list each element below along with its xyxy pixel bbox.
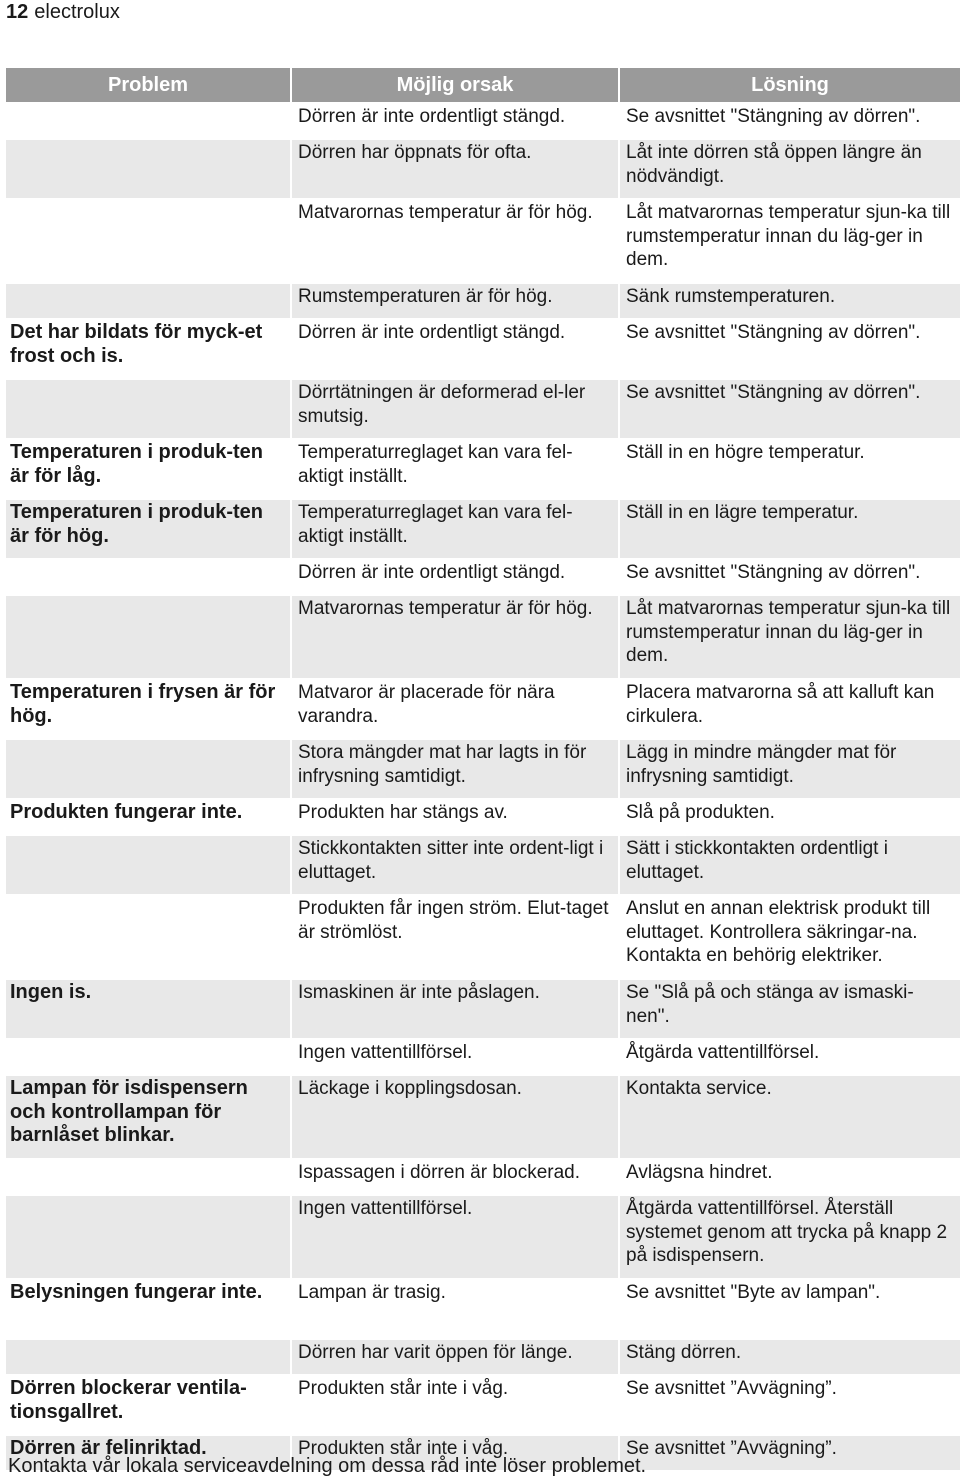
problem-cell bbox=[6, 740, 290, 800]
table-row bbox=[6, 800, 960, 836]
cause-cell: Dörrtätningen är deformerad el-ler smutsig. bbox=[292, 380, 618, 440]
problem-cell bbox=[6, 1340, 290, 1376]
table-row bbox=[6, 680, 960, 740]
solution-cell: Sätt i stickkontakten ordentligt i eluttaget. bbox=[620, 836, 960, 896]
cause-cell: Produkten står inte i våg. bbox=[292, 1436, 618, 1472]
problem-cell bbox=[6, 896, 290, 980]
solution-cell: Lägg in mindre mängder mat för infrysning samtidigt. bbox=[620, 740, 960, 800]
solution-cell: Låt inte dörren stå öppen längre än nödvändigt. bbox=[620, 140, 960, 200]
solution-cell: Låt matvarornas temperatur sjun-ka till rumstemperatur innan du läg-ger in dem. bbox=[620, 200, 960, 284]
table-row bbox=[6, 104, 960, 140]
solution-cell: Se "Slå på och stänga av ismaski-nen". bbox=[620, 980, 960, 1040]
problem-cell bbox=[6, 284, 290, 320]
problem-cell: Dörren är felinriktad. bbox=[6, 1436, 290, 1472]
cause-cell: Ismaskinen är inte påslagen. bbox=[292, 980, 618, 1040]
table-row bbox=[6, 200, 960, 284]
column-header-cause: Möjlig orsak bbox=[292, 68, 618, 104]
solution-cell: Avlägsna hindret. bbox=[620, 1160, 960, 1196]
table-row bbox=[6, 1196, 960, 1280]
solution-cell: Se avsnittet "Stängning av dörren". bbox=[620, 104, 960, 140]
table-row bbox=[6, 1160, 960, 1196]
cause-cell: Matvarornas temperatur är för hög. bbox=[292, 200, 618, 284]
problem-cell bbox=[6, 140, 290, 200]
table-row bbox=[6, 1376, 960, 1436]
cause-cell: Dörren är inte ordentligt stängd. bbox=[292, 560, 618, 596]
troubleshooting-table bbox=[4, 68, 960, 1472]
problem-cell bbox=[6, 104, 290, 140]
solution-cell: Placera matvarorna så att kalluft kan cirkulera. bbox=[620, 680, 960, 740]
table-row bbox=[6, 140, 960, 200]
solution-cell: Åtgärda vattentillförsel. Återställ systemet genom att trycka på knapp 2 på isdispensern. bbox=[620, 1196, 960, 1280]
table-row bbox=[6, 896, 960, 980]
problem-cell: Det har bildats för myck-et frost och is. bbox=[6, 320, 290, 380]
cause-cell: Rumstemperaturen är för hög. bbox=[292, 284, 618, 320]
problem-cell bbox=[6, 596, 290, 680]
page-number: 12 bbox=[6, 1, 29, 23]
problem-cell: Temperaturen i frysen är för hög. bbox=[6, 680, 290, 740]
column-header-solution: Lösning bbox=[620, 68, 960, 104]
table-row bbox=[6, 560, 960, 596]
solution-cell: Anslut en annan elektrisk produkt till eluttaget. Kontrollera säkringar-na. Kontakta en behörig elektriker. bbox=[620, 896, 960, 980]
table-row bbox=[6, 440, 960, 500]
cause-cell: Produkten får ingen ström. Elut-taget är strömlöst. bbox=[292, 896, 618, 980]
problem-cell: Temperaturen i produk-ten är för låg. bbox=[6, 440, 290, 500]
solution-cell: Se avsnittet ”Avvägning”. bbox=[620, 1436, 960, 1472]
table-row bbox=[6, 380, 960, 440]
problem-cell: Dörren blockerar ventila-tionsgallret. bbox=[6, 1376, 290, 1436]
solution-cell: Åtgärda vattentillförsel. bbox=[620, 1040, 960, 1076]
solution-cell: Sänk rumstemperaturen. bbox=[620, 284, 960, 320]
problem-cell: Temperaturen i produk-ten är för hög. bbox=[6, 500, 290, 560]
solution-cell: Ställ in en högre temperatur. bbox=[620, 440, 960, 500]
solution-cell: Se avsnittet "Byte av lampan". bbox=[620, 1280, 960, 1340]
problem-cell bbox=[6, 1160, 290, 1196]
table-row bbox=[6, 836, 960, 896]
cause-cell: Stora mängder mat har lagts in för infrysning samtidigt. bbox=[292, 740, 618, 800]
cause-cell: Produkten har stängs av. bbox=[292, 800, 618, 836]
table-row bbox=[6, 1340, 960, 1376]
solution-cell: Stäng dörren. bbox=[620, 1340, 960, 1376]
cause-cell: Ingen vattentillförsel. bbox=[292, 1196, 618, 1280]
table-row bbox=[6, 740, 960, 800]
cause-cell: Temperaturreglaget kan vara fel-aktigt inställt. bbox=[292, 500, 618, 560]
problem-cell: Produkten fungerar inte. bbox=[6, 800, 290, 836]
table-row bbox=[6, 1280, 960, 1340]
solution-cell: Se avsnittet "Stängning av dörren". bbox=[620, 560, 960, 596]
problem-cell bbox=[6, 380, 290, 440]
problem-cell: Lampan för isdispensern och kontrollampan för barnlåset blinkar. bbox=[6, 1076, 290, 1160]
problem-cell bbox=[6, 560, 290, 596]
solution-cell: Se avsnittet "Stängning av dörren". bbox=[620, 380, 960, 440]
cause-cell: Temperaturreglaget kan vara fel-aktigt inställt. bbox=[292, 440, 618, 500]
table-row bbox=[6, 320, 960, 380]
table-row bbox=[6, 284, 960, 320]
problem-cell: Ingen is. bbox=[6, 980, 290, 1040]
solution-cell: Se avsnittet ”Avvägning”. bbox=[620, 1376, 960, 1436]
cause-cell: Ingen vattentillförsel. bbox=[292, 1040, 618, 1076]
column-header-problem: Problem bbox=[6, 68, 290, 104]
page-header bbox=[6, 0, 120, 24]
table-row bbox=[6, 980, 960, 1040]
problem-cell bbox=[6, 836, 290, 896]
cause-cell: Dörren har öppnats för ofta. bbox=[292, 140, 618, 200]
cause-cell: Produkten står inte i våg. bbox=[292, 1376, 618, 1436]
brand-name: electrolux bbox=[34, 1, 120, 23]
cause-cell: Läckage i kopplingsdosan. bbox=[292, 1076, 618, 1160]
solution-cell: Ställ in en lägre temperatur. bbox=[620, 500, 960, 560]
cause-cell: Dörren är inte ordentligt stängd. bbox=[292, 104, 618, 140]
table-header-row bbox=[6, 68, 960, 104]
table-row bbox=[6, 500, 960, 560]
problem-cell bbox=[6, 200, 290, 284]
cause-cell: Matvarornas temperatur är för hög. bbox=[292, 596, 618, 680]
table-row bbox=[6, 1076, 960, 1160]
cause-cell: Stickkontakten sitter inte ordent-ligt i eluttaget. bbox=[292, 836, 618, 896]
table-row bbox=[6, 1040, 960, 1076]
solution-cell: Låt matvarornas temperatur sjun-ka till rumstemperatur innan du läg-ger in dem. bbox=[620, 596, 960, 680]
problem-cell: Belysningen fungerar inte. bbox=[6, 1280, 290, 1340]
solution-cell: Se avsnittet "Stängning av dörren". bbox=[620, 320, 960, 380]
solution-cell: Slå på produkten. bbox=[620, 800, 960, 836]
problem-cell bbox=[6, 1196, 290, 1280]
table-row bbox=[6, 596, 960, 680]
cause-cell: Dörren har varit öppen för länge. bbox=[292, 1340, 618, 1376]
footer-note: Kontakta vår lokala serviceavdelning om dessa råd inte löser problemet. bbox=[8, 1455, 647, 1477]
cause-cell: Lampan är trasig. bbox=[292, 1280, 618, 1340]
cause-cell: Dörren är inte ordentligt stängd. bbox=[292, 320, 618, 380]
problem-cell bbox=[6, 1040, 290, 1076]
cause-cell: Ispassagen i dörren är blockerad. bbox=[292, 1160, 618, 1196]
cause-cell: Matvaror är placerade för nära varandra. bbox=[292, 680, 618, 740]
solution-cell: Kontakta service. bbox=[620, 1076, 960, 1160]
